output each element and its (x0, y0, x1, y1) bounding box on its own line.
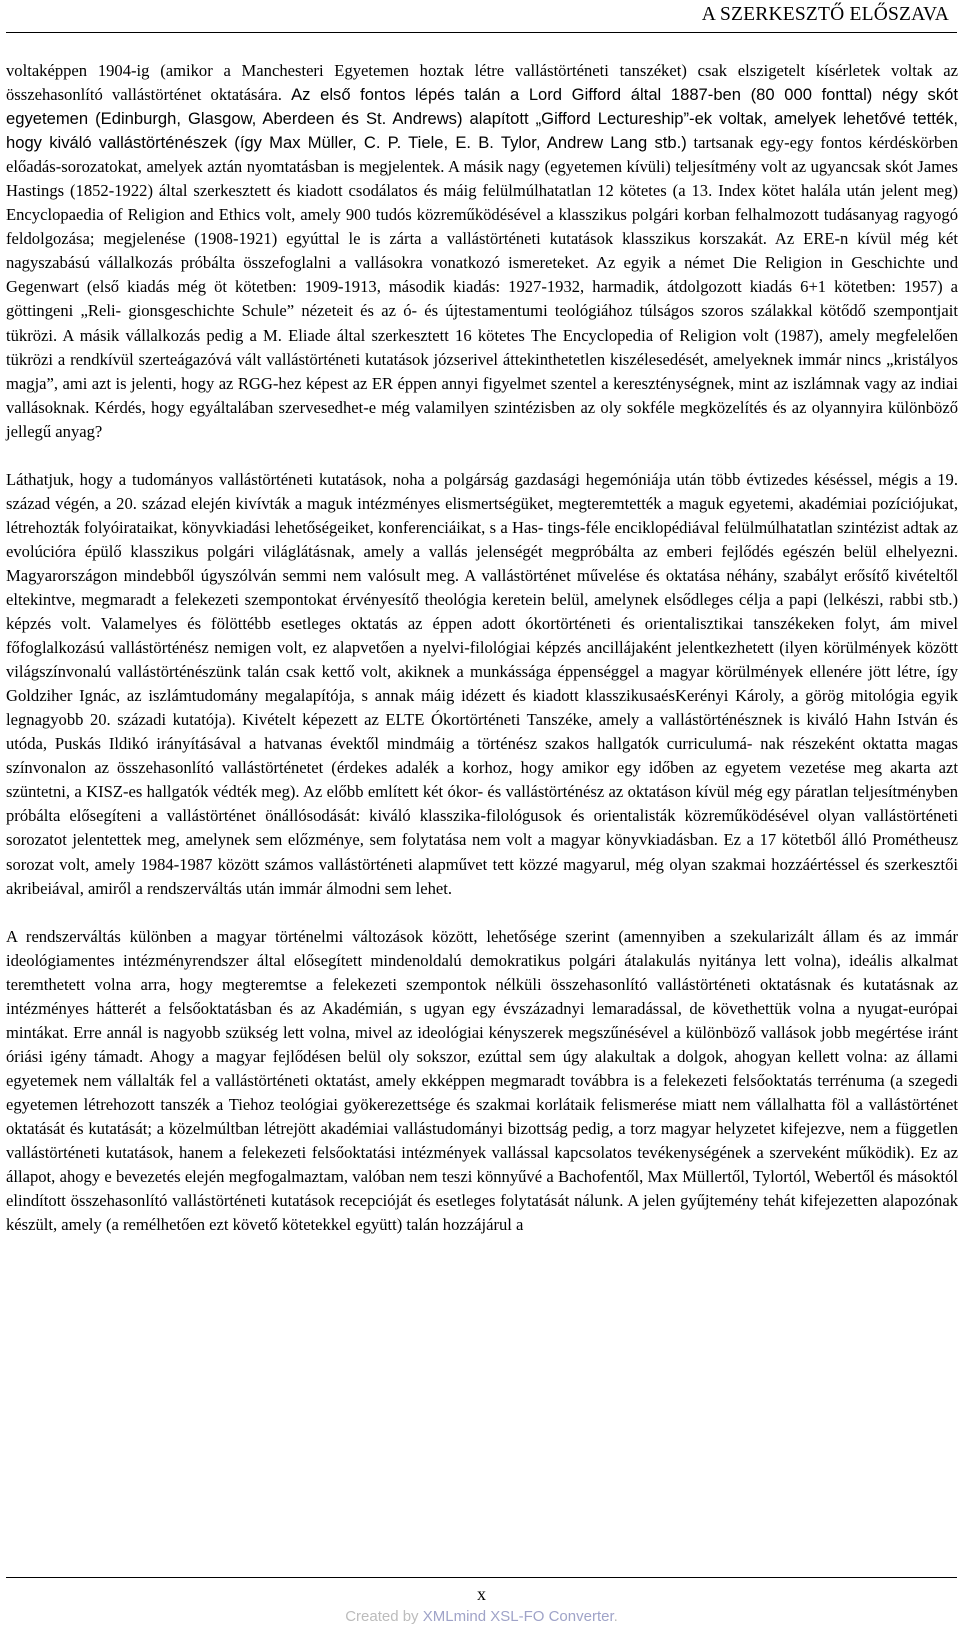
paragraph-1 (6, 59, 958, 444)
paragraph-2: Láthatjuk, hogy a tudományos vallástörténeti kutatások, noha a polgárság gazdasági hegemóniája után több évtizedes késéssel, mégis a 19. század végén, a 20. század elején kivívták a maguk intézményes elismertségüket, megteremtették a maguk egyetemi, akadémiai pozíciójukat, létrehozták folyóirataikat, könyvkiadási lehetőségeiket, konferenciáikat, s a Has- tings-féle enciklopédiával felülmúlhatatlan szintézist adtak az evolúcióra épülő klasszikus polgári világlátásnak, amely a vallás jelenségét megpróbálta az emberi fejlődés egészén belül elhelyezni. Magyarországon mindebből úgyszólván semmi nem valósult meg. A vallástörténet művelése és oktatása néhány, szabályt erősítő kivételtől eltekintve, megmaradt a felekezeti szempontokat érvényesítő theológia keretein belül, amelynek elsődleges célja a papi (lelkészi, rabbi stb.) képzés volt. Valamelyes és fölöttébb esetleges oktatás az éppen adott ókortörténeti és orientalisztikai tanszékeken folyt, ám mivel főfoglalkozású vallástörténész nemigen volt, ez alapvetően a nyelvi-filológiai képzés ancillájaként jelentkezhetett (ilyen körülmények között világszínvonalú vallástörténészünk talán csak kettő volt, akiknek a munkássága éppenséggel a magyar körülmények ellenére jött létre, így Goldziher Ignác, az iszlámtudomány megalapítója, s annak máig idézett és kiadott klasszikusaésKerényi Károly, a görög mitológia egyik legnagyobb 20. századi kutatója). Kivételt képezett az ELTE Ókortörténeti Tanszéke, amely a vallástörténésznek is kiváló Hahn István és utóda, Puskás Ildikó irányításával a hatvanas évektől mindmáig a történész szakos hallgatók curriculumá- nak részeként oktatta magas színvonalon az összehasonlító vallástörténetet (érdekes adalék a korhoz, hogy amikor egy időben az egyetem vezetése meg akarta azt szüntetni, a KISZ-es hallgatók védték meg). Az előbb említett két ókor- és vallástörténész az oktatáson kívül még egy páratlan teljesítményben próbálta elősegíteni a vallástörténet önállósodását: kiváló klasszika-filológusok és orientalisták közreműködésével olyan vallástörténeti sorozatot jelentettek meg, amelynek sem előzménye, sem folytatása nem volt a magyar könyvkiadásban. Ez a 17 kötetből álló Prométheusz sorozat volt, amely 1984-1987 között számos vallástörténeti alapművet tett közzé magyarul, még olyan szakmai hozzáértéssel és szerkesztői akribeiával, amiről a rendszerváltás után immár álmodni sem lehet. (6, 469, 958, 898)
watermark-suffix: . (613, 1608, 618, 1625)
paragraph-spacer (6, 901, 958, 925)
paragraph-1-part-c: tartsanak egy-egy fontos kérdéskörben előadás-sorozatokat, amelyek aztán nyomtatásban is megjelentek. (6, 133, 958, 177)
paragraph-1-part-a: voltaképpen 1904-ig (amikor a Manchesteri Egyetemen hoztak létre vallástörténeti tanszéket) csak elszigetelt kísérletek voltak az összehasonlító vallástörténet oktatására. (6, 61, 958, 105)
running-header-title: A SZERKESZTŐ ELŐSZAVA (701, 4, 949, 25)
paragraph-1-part-b: Az első fontos lépés talán a Lord Gifford által 1887-ben (80 000 fonttal) négy skót egyetemen (Edinburgh, Glasgow, Aberdeen és St. Andrews) alapított „Gifford Lectureship”-ek voltak, amelyek lehetővé tették, hogy kiváló vallástörténészek (így Max Müller, C. P. Tiele, E. B. Tylor, Andrew Lang stb.) (6, 85, 958, 153)
paragraph-spacer (6, 444, 958, 468)
watermark-product: XMLmind XSL-FO Converter (422, 1608, 614, 1625)
page-footer (6, 1577, 957, 1630)
converter-watermark (6, 1608, 957, 1625)
watermark-prefix: Created by (345, 1608, 423, 1625)
page-header (6, 0, 957, 33)
paragraph-1-part-d: A másik nagy (egyetemen kívüli) teljesítmény volt az ugyancsak skót James Hastings (1852-1922) által szerkesztett és kiadott csodálatos és máig felülmúlhatatlan 12 kötetes (a 13. Index kötet halála után jelent meg) Encyclopaedia of Religion and Ethics volt, amely 900 tudós közreműködésével a klasszikus polgári korban felhalmozott tudásanyag ragyogó feldolgozása; megjelenése (1908-1921) egyúttal le is zárta a vallástörténeti kutatások klasszikus korszakát. Az ERE-n kívül még két nagyszabású vállalkozás próbálta összefoglalni a vallásokra vonatkozó ismereteket. Az egyik a német Die Religion in Geschichte und Gegenwart (első kiadás még öt kötetben: 1909-1913, második kiadás: 1927-1932, harmadik, átdolgozott kiadás 6+1 kötetben: 1957) a göttingeni „Reli- gionsgeschichte Schule” nézeteit és az ó- és újtestamentumi teológiához túlságos szoros szálakkal kötődő szempontjait tükrözi. A másik vállalkozás pedig a M. Eliade által szerkesztett 16 kötetes The Encyclopedia of Religion volt (1987), amely megfelelően tükrözi a rendkívül szerteágazóvá vált vallástörténeti kutatások józserivel áttekinthetetlen kiszélesedését, amelyeknek immár nincs „kristályos magja”, ami azt is jelenti, hogy az RGG-hez képest az ER éppen annyi figyelmet szentel a kereszténységnek, mint az iszlámnak vagy az indiai vallásoknak. Kérdés, hogy egyáltalában szervesedhet-e még valamilyen szintézisben az oly sokféle megközelítés és az olyannyira különböző jellegű anyag? (6, 157, 958, 441)
body-text (6, 59, 958, 1237)
page-number: x (477, 1584, 486, 1604)
paragraph-3: A rendszerváltás különben a magyar történelmi változások között, lehetősége szerint (amennyiben a szekularizált állam és az immár ideológiamentes intézményrendszer által elősegített mindenoldalú demokratikus polgári átalakulás nyitánya lett volna), ideális alkalmat teremthetett volna arra, hogy megteremtse a felekezeti szempontok nélküli összehasonlító vallástörténeti oktatásnak és kutatásnak az intézményes hátterét a felsőoktatásban és az Akadémián, s ugyan egy évszázadnyi lemaradással, de követhettük volna a nyugat-európai mintákat. Erre annál is nagyobb szükség lett volna, mivel az ideológiai kényszerek megszűnésével a különböző vallások jobb megértése iránt óriási igény támadt. Ahogy a magyar fejlődésen belül oly sokszor, ezúttal sem úgy alakultak a dolgok, ahogyan kellett volna: az állami egyetemek nem vállalták fel a vallástörténeti oktatást, amely ekképpen megmaradt továbbra is a felekezeti felsőoktatás terrénuma (a szegedi egyetemen létrehozott tanszék a Tiehoz teológiai gyökerezettsége és szakmai korlátaik felismerése miatt nem vállalhatta föl a vallástörténet oktatását és kutatását; a közelmúltban létrejött akadémiai vallástudományi bizottság pedig, a torz magyar helyzetet kifejezve, nem a független vallástörténeti kutatások, hanem a felekezeti felsőoktatási intézmények vallással kapcsolatos tevékenységének a szerveként működik). Ez az állapot, ahogy e bevezetés elején megfogalmaztam, valóban nem teszi könnyűvé a Bachofentől, Max Müllertől, Tylortól, Webertől és másoktól elindított összehasonlító vallástörténeti kutatások recepcióját és esetleges folytatását nálunk. A jelen gyűjtemény tehát kifejezetten alapozónak készült, amely (a remélhetően ezt követő kötetekkel együtt) talán hozzájárul a (6, 926, 958, 1235)
